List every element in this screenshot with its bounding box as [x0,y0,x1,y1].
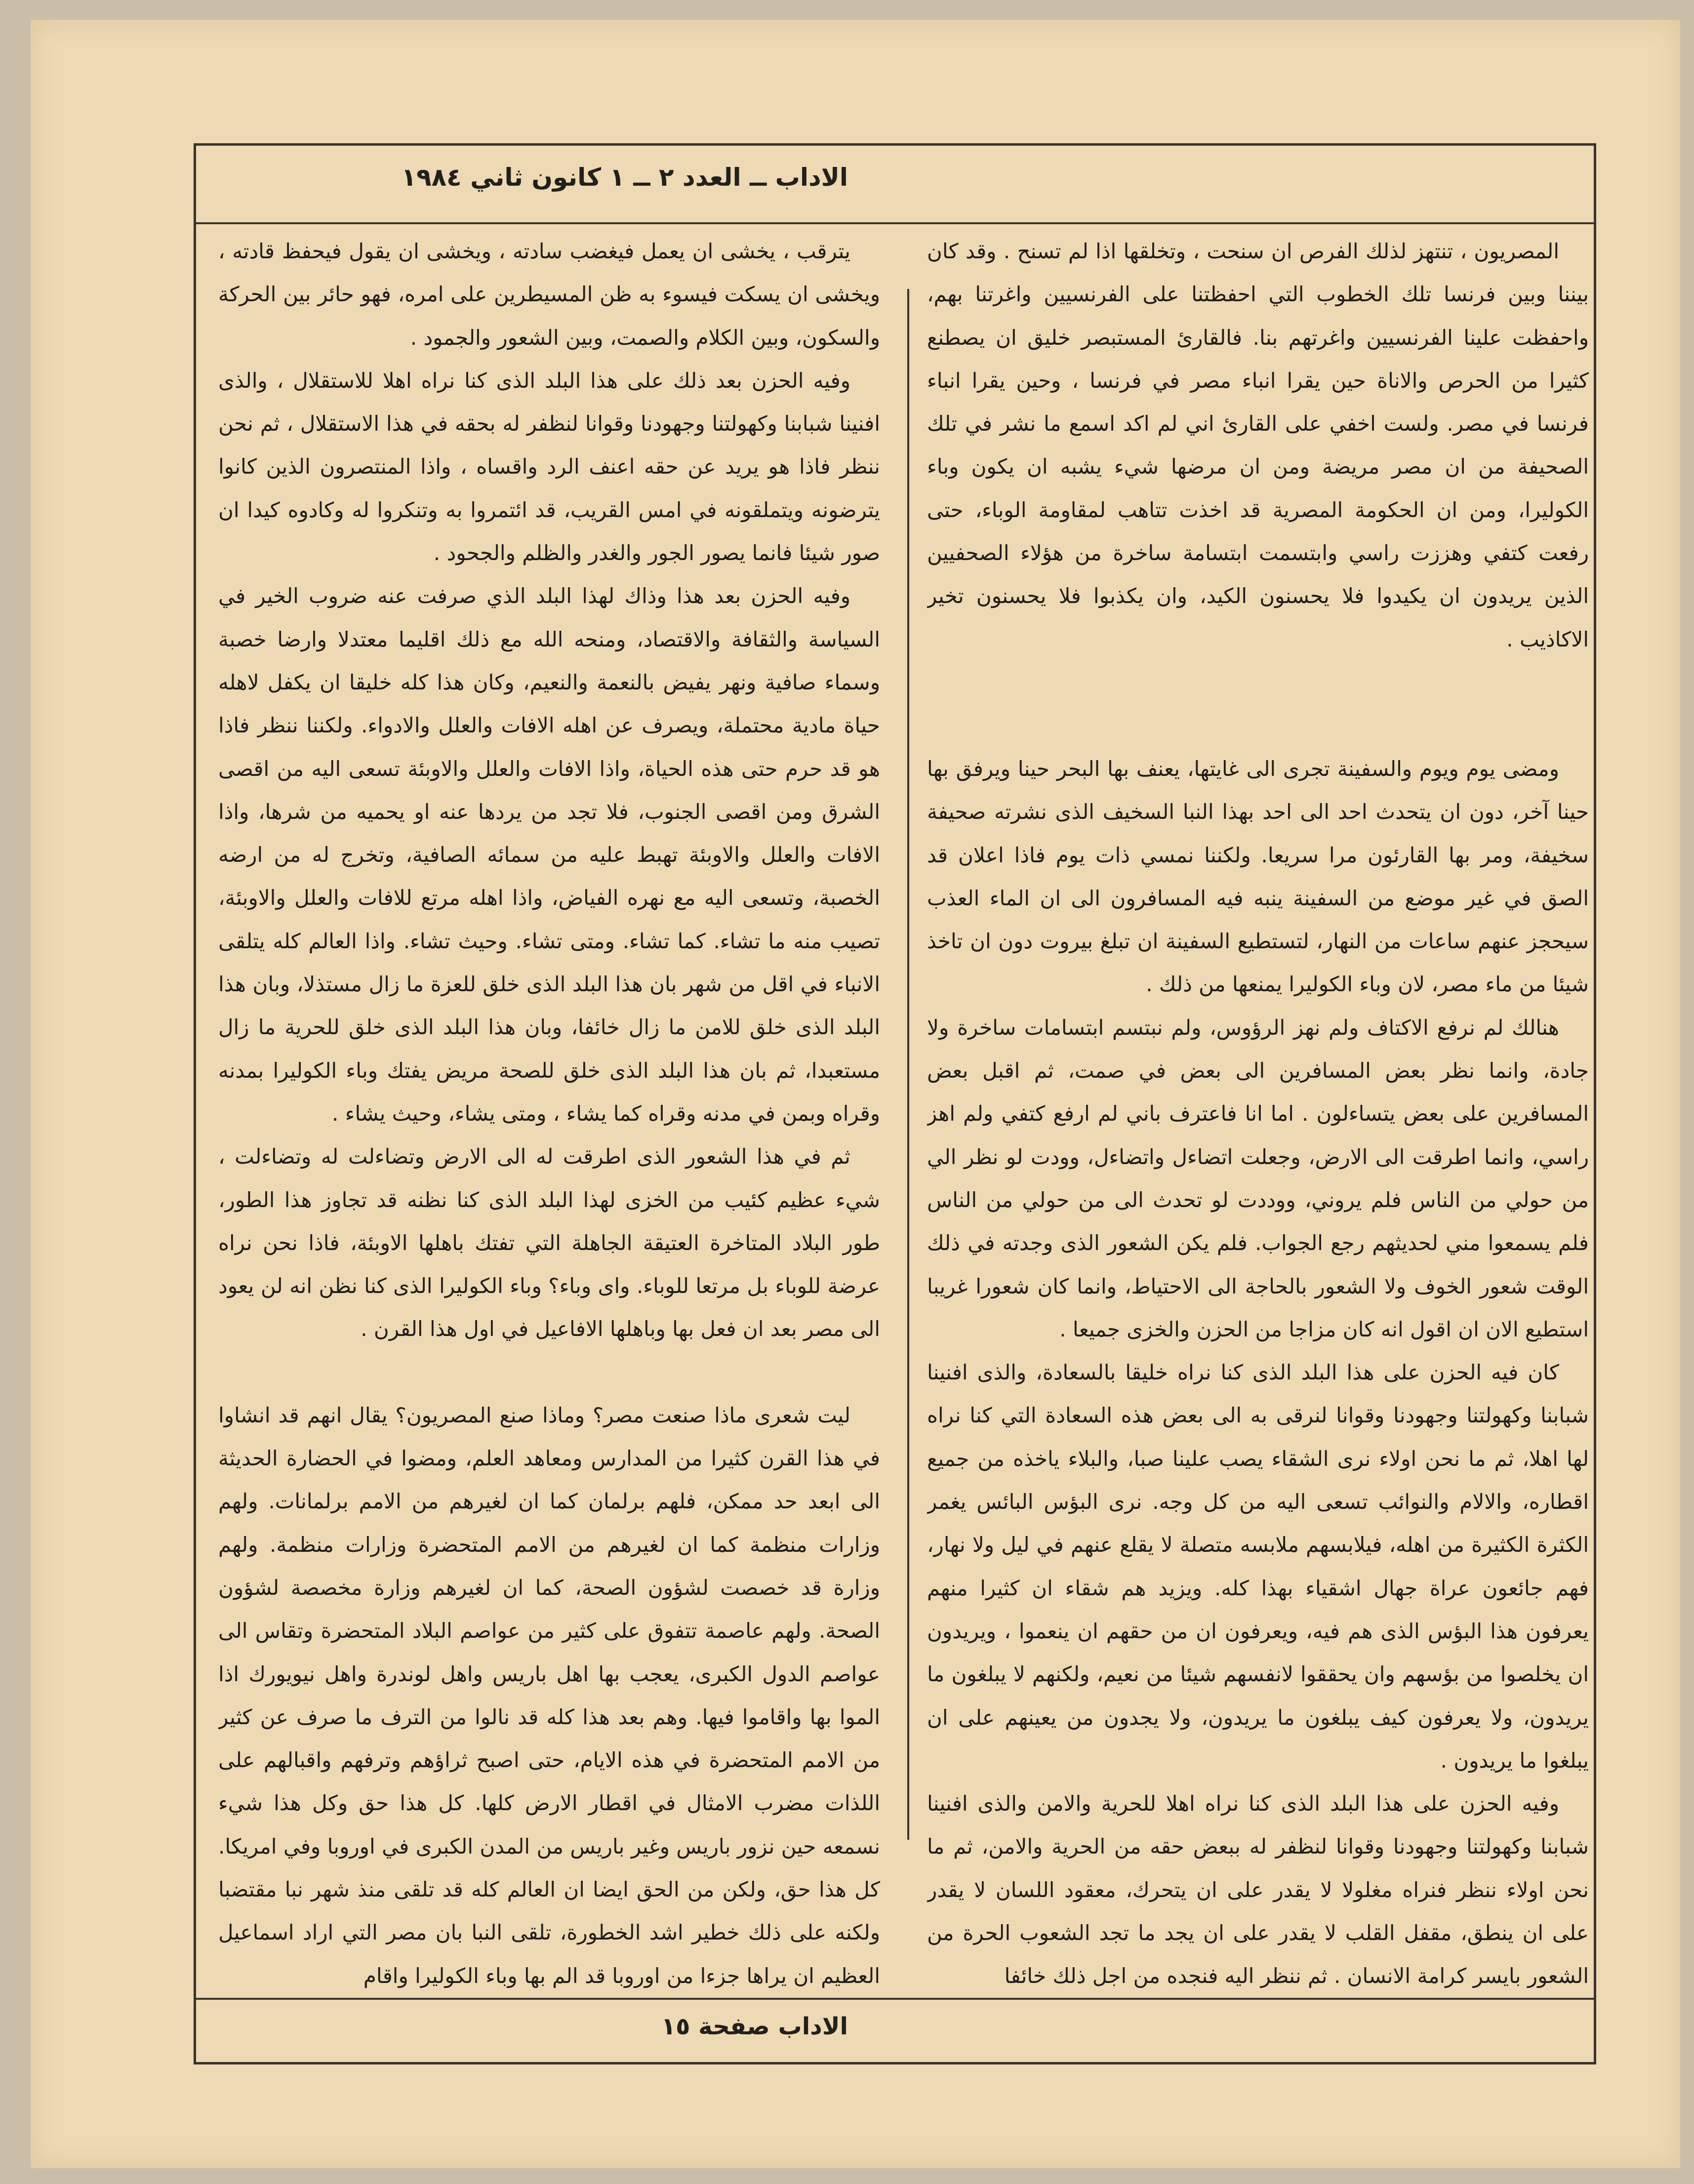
paragraph: يترقب ، يخشى ان يعمل فيغضب سادته ، ويخشى ان يقول فيحفظ قادته ، ويخشى ان يسكت فيسوء به ظن المسيطرين على امره، فهو حائر بين الحركة والسكون، وبين الكلام والصمت، وبين الشعور والجمود . [218,239,880,350]
paragraph: وفيه الحزن بعد هذا وذاك لهذا البلد الذي صرفت عنه ضروب الخير في السياسة والثقافة والاقتصاد، ومنحه الله مع ذلك اقليما معتدلا وارضا خصبة وسماء صافية ونهر يفيض بالنعمة والنعيم، وكان هذا كله خليقا ان يكفل لاهله حياة مادية محتملة، ويصرف عن اهله الافات والعلل والادواء. ولكننا ننظر فاذا هو قد حرم حتى هذه الحياة، واذا الافات والعلل والاوبئة تسعى اليه من اقصى الشرق ومن اقصى الجنوب، فلا تجد من يردها عنه او يحميه من شرها، واذا الافات والعلل والاوبئة تهبط عليه من سمائه الصافية، وتخرج له من ارضه الخصبة، وتسعى اليه مع نهره الفياض، واذا اهله مرتع للافات والعلل والاوبئة، تصيب منه ما تشاء. كما تشاء. ومتى تشاء. وحيث تشاء. واذا العالم كله يتلقى الانباء في اقل من شهر بان هذا البلد الذى خلق للعزة ما زال مستذلا، وبان هذا البلد الذى خلق للامن ما زال خائفا، وبان هذا البلد الذى خلق للحرية ما زال مستعبدا، ثم بان هذا البلد الذى خلق للصحة مريض يفتك وباء الكوليرا بمدنه وقراه وبمن في مدنه وقراه كما يشاء ، ومتى يشاء، وحيث يشاء . [218,584,880,1126]
page-frame [194,143,1596,2064]
running-head: الاداب ــ العدد ٢ ــ ١ كانون ثاني ١٩٨٤ [401,163,848,192]
left-column [218,230,880,1988]
paragraph: المصريون ، تنتهز لذلك الفرص ان سنحت ، وتخلقها اذا لم تسنح . وقد كان بيننا وبين فرنسا تلك الخطوب التي احفظتنا على الفرنسيين واغرتنا بهم، واحفظت علينا الفرنسيين واغرتهم بنا. فالقارئ المستبصر خليق ان يصطنع كثيرا من الحرص والاناة حين يقرا انباء مصر في فرنسا ، وحين يقرا انباء فرنسا في مصر. ولست اخفي على القارئ اني لم اكد اسمع ما نشر في تلك الصحيفة من ان مصر مريضة ومن ان مرضها شيء يشبه ان يكون وباء الكوليرا، ومن ان الحكومة المصرية قد اخذت تتاهب لمقاومة الوباء، حتى رفعت كتفي وهززت راسي وابتسمت ابتسامة ساخرة من هؤلاء الصحفيين الذين يريدون ان يكيدوا فلا يحسنون الكيد، وان يكذبوا فلا يحسنون تخير الاكاذيب . [927,239,1589,651]
section-gap [927,661,1589,747]
paragraph: ومضى يوم ويوم والسفينة تجرى الى غايتها، يعنف بها البحر حينا ويرفق بها حينا آخر، دون ان يتحدث احد الى احد بهذا النبا السخيف الذى نشرته صحيفة سخيفة، ومر بها القارئون مرا سريعا. ولكننا نمسي ذات يوم فاذا اعلان قد الصق في غير موضع من السفينة ينبه فيه المسافرون الى ان الماء العذب سيحجز عنهم ساعات من النهار، لتستطيع السفينة ان تبلغ بيروت دون ان تاخذ شيئا من ماء مصر، لان وباء الكوليرا يمنعها من ذلك . [927,756,1589,997]
footer-rule [196,1998,1594,2000]
paragraph: كان فيه الحزن على هذا البلد الذى كنا نراه خليقا بالسعادة، والذى افنينا شبابنا وكهولتنا وجهودنا وقوانا لنرقى به الى بعض هذه السعادة التي كنا نراه لها اهلا، ثم ما نحن اولاء نرى الشقاء يصب علينا صبا، والبلاء ياخذه من جميع اقطاره، والالام والنوائب تسعى اليه من كل وجه. نرى البؤس البائس يغمر الكثرة الكثيرة من اهله، فيلابسهم ملابسه متصلة لا يقلع عنهم في ليل ولا نهار، فهم جائعون عراة جهال اشقياء بهذا كله. ويزيد هم شقاء ان كثيرا منهم يعرفون هذا البؤس الذى هم فيه، ويعرفون ان من حقهم ان ينعموا ، ويريدون ان يخلصوا من بؤسهم وان يحققوا لانفسهم شيئا من نعيم، ولكنهم لا يبلغون ما يريدون، ولا يعرفون كيف يبلغون ما يريدون، ولا يجدون من يعينهم على ان يبلغوا ما يريدون . [927,1360,1589,1773]
header-rule [196,222,1594,224]
column-divider [907,289,909,1840]
paragraph: وفيه الحزن على هذا البلد الذى كنا نراه اهلا للحرية والامن والذى افنينا شبابنا وكهولتنا وجهودنا وقوانا لنظفر له ببعض حقه من الحرية والامن، ثم ما نحن اولاء ننظر فنراه مغلولا لا يقدر على ان يتحرك، معقود اللسان لا يقدر على ان ينطق، مقفل القلب لا يقدر على ان يجد ما تجد الشعوب الحرة من الشعور بايسر كرامة الانسان . ثم ننظر اليه فنجده من اجل ذلك خائفا [927,1791,1589,1988]
magazine-page [31,20,1680,2168]
paragraph: هنالك لم نرفع الاكتاف ولم نهز الرؤوس، ولم نبتسم ابتسامات ساخرة ولا جادة، وانما نظر بعض المسافرين الى بعض في صمت، ثم اقبل بعض المسافرين على بعض يتساءلون . اما انا فاعترف باني لم ارفع كتفي ولم اهز راسي، وانما اطرقت الى الارض، وجعلت اتضاءل واتضاءل، وودت لو نظر الي من حولي من الناس فلم يروني، ووددت لو تحدث الى من حولي من الناس فلم يسمعوا مني لحديثهم رجع الجواب. فلم يكن الشعور الذى وجدته في ذلك الوقت شعور الخوف ولا الشعور بالحاجة الى الاحتياط، وانما كان شعورا غريبا استطيع الان ان اقول انه كان مزاجا من الحزن والخزى جميعا . [927,1015,1589,1341]
right-column [927,230,1589,1988]
paragraph: ثم في هذا الشعور الذى اطرقت له الى الارض وتضاءلت له وتضاءلت ، شيء عظيم كئيب من الخزى لهذا البلد الذى كنا نظنه قد تجاوز هذا الطور، طور البلاد المتاخرة العتيقة الجاهلة التي تفتك باهلها الاوبئة، فاذا نحن نراه عرضة للوباء بل مرتعا للوباء. واى وباء؟ وباء الكوليرا الذى كنا نظن انه لن يعود الى مصر بعد ان فعل بها وباهلها الافاعيل في اول هذا القرن . [218,1144,880,1341]
section-gap [218,1351,880,1394]
paragraph: وفيه الحزن بعد ذلك على هذا البلد الذى كنا نراه اهلا للاستقلال ، والذى افنينا شبابنا وكهولتنا وجهودنا وقوانا لنظفر له بحقه في هذا الاستقلال ، ثم نحن ننظر فاذا هو يريد عن حقه اعنف الرد واقساه ، واذا المنتصرون الذين كانوا يترضونه ويتملقونه في امس القريب، قد ائتمروا به وتنكروا له وكادوه كيدا ان صور شيئا فانما يصور الجور والغدر والظلم والجحود . [218,368,880,566]
page-number: الاداب صفحة ١٥ [661,2013,848,2040]
paragraph: ليت شعرى ماذا صنعت مصر؟ وماذا صنع المصريون؟ يقال انهم قد انشاوا في هذا القرن كثيرا من المدارس ومعاهد العلم، ومضوا في الحضارة الحديثة الى ابعد حد ممكن، فلهم برلمان كما ان لغيرهم من الامم برلمانات. ولهم وزارات منظمة كما ان لغيرهم من الامم المتحضرة وزارات منظمة. ولهم وزارة قد خصصت لشؤون الصحة، كما ان لغيرهم وزارة مخصصة لشؤون الصحة. ولهم عاصمة تتفوق على كثير من عواصم البلاد المتحضرة وتقاس الى عواصم الدول الكبرى، يعجب بها اهل باريس واهل لوندرة واهل نيويورك اذا الموا بها واقاموا فيها. وهم بعد هذا كله قد نالوا من الترف ما صرف عن كثير من الامم المتحضرة في هذه الايام، حتى اصبح ثراؤهم وترفهم واقبالهم على اللذات مضرب الامثال في اقطار الارض كلها. كل هذا حق وكل هذا شيء نسمعه حين نزور باريس وغير باريس من المدن الكبرى في اوروبا وفي امريكا. كل هذا حق، ولكن من الحق ايضا ان العالم كله قد تلقى منذ شهر نبا مقتضبا ولكنه على ذلك خطير اشد الخطورة، تلقى النبا بان مصر التي اراد اسماعيل العظيم ان يراها جزءا من اوروبا قد الم بها وباء الكوليرا واقام [218,1403,880,1988]
